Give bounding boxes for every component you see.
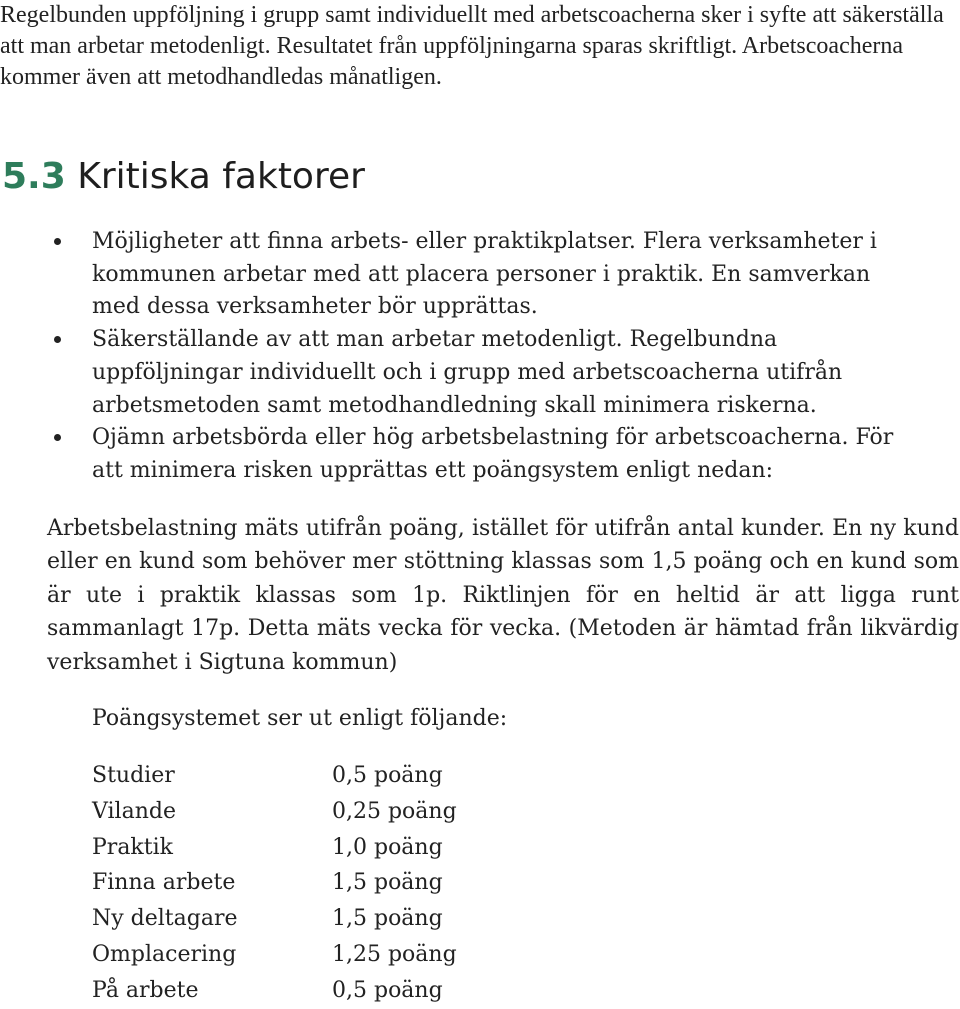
points-category: Ny deltagare: [92, 906, 238, 932]
bullet-dot-icon: [54, 238, 61, 245]
points-row: [92, 937, 457, 973]
points-category: På arbete: [92, 977, 199, 1003]
points-value: 1,5 poäng: [332, 870, 443, 896]
points-row: [92, 901, 457, 937]
bullet-dot-icon: [54, 336, 61, 343]
points-table: [92, 758, 457, 1009]
list-item: [0, 324, 900, 422]
points-row: [92, 758, 457, 794]
section-title: Kritiska faktorer: [77, 156, 365, 197]
points-category: Praktik: [92, 834, 173, 860]
points-value: 1,5 poäng: [332, 906, 443, 932]
workload-paragraph: Arbetsbelastning mäts utifrån poäng, istället för utifrån antal kunder. En ny kund eller en kund som behöver mer stöttning klassas som 1,5 poäng och en kund som är ute i praktik klassas som 1p. Riktlinjen för en heltid är att ligga runt sammanlagt 17p. Detta mäts vecka för vecka. (Metoden är hämtad från likvärdig verksamhet i Sigtuna kommun): [47, 516, 959, 675]
points-row: [92, 865, 457, 901]
list-item-text: Möjligheter att finna arbets- eller praktikplatser. Flera verksamheter i kommunen arbetar med att placera personer i praktik. En samverkan med dessa verksamheter bör upprättas.: [92, 229, 877, 320]
points-category: Finna arbete: [92, 870, 236, 896]
points-value: 1,0 poäng: [332, 834, 443, 860]
points-row: [92, 830, 457, 866]
points-category: Studier: [92, 763, 175, 788]
points-row: [92, 794, 457, 830]
list-item: [0, 226, 900, 324]
points-category: Vilande: [92, 798, 176, 824]
section-number: 5.3: [2, 156, 66, 197]
points-intro: Poängsystemet ser ut enligt följande:: [92, 706, 508, 731]
points-value: 1,25 poäng: [332, 941, 457, 967]
bullet-dot-icon: [54, 434, 61, 441]
list-item-text: Säkerställande av att man arbetar metodenligt. Regelbundna uppföljningar individuellt och i grupp med arbetscoacherna utifrån arbetsmetoden samt metodhandledning skall minimera riskerna.: [92, 327, 843, 418]
intro-paragraph: Regelbunden uppföljning i grupp samt individuellt med arbetscoacherna sker i syfte att säkerställa att man arbetar metodenligt. Resultatet från uppföljningarna sparas skriftligt. Arbetscoacherna kommer även att metodhandledas månatligen.: [0, 2, 944, 90]
list-item-text: Ojämn arbetsbörda eller hög arbetsbelastning för arbetscoacherna. För att minimera risken upprättas ett poängsystem enligt nedan:: [92, 425, 894, 483]
points-category: Omplacering: [92, 941, 237, 967]
points-row: [92, 973, 457, 1009]
points-value: 0,5 poäng: [332, 977, 443, 1003]
section-heading: [2, 154, 365, 200]
list-item: [0, 422, 900, 487]
points-value: 0,25 poäng: [332, 798, 457, 824]
points-value: 0,5 poäng: [332, 763, 443, 788]
critical-factors-list: [0, 226, 900, 488]
